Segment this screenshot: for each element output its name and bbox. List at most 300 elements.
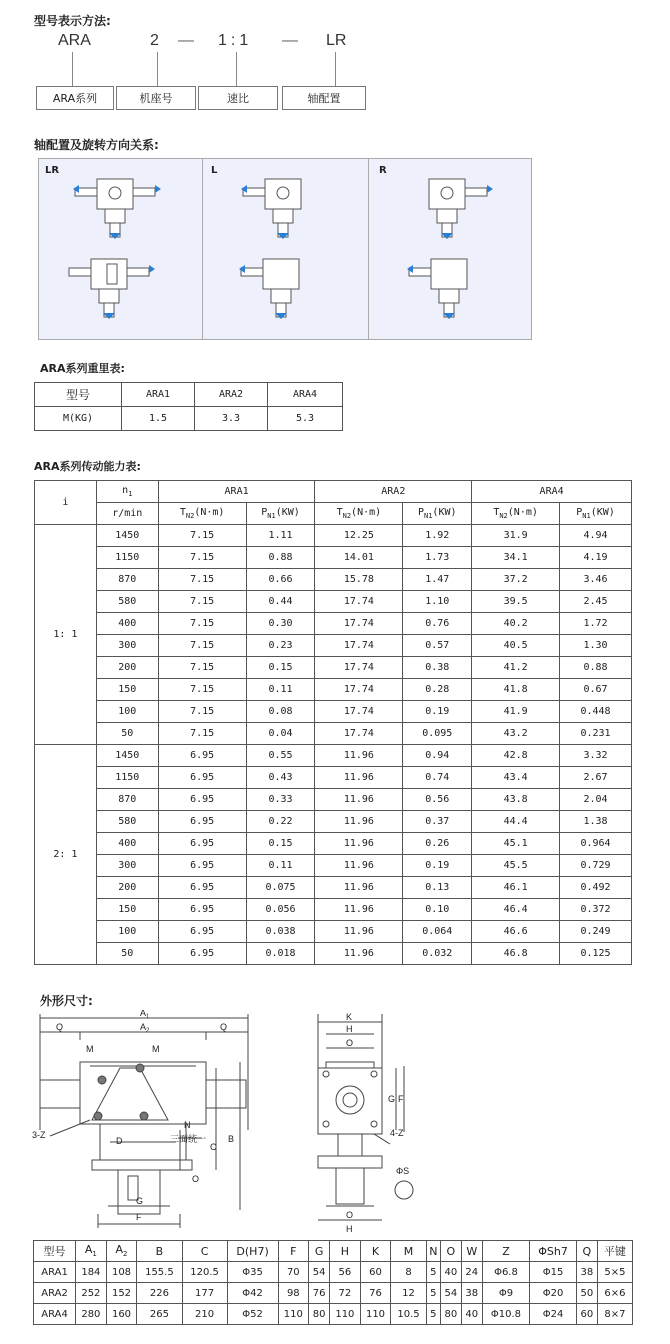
power-cell: 0.095 <box>403 723 472 745</box>
model-title: 型号表示方法: <box>34 14 111 28</box>
power-cell: 0.08 <box>246 701 315 723</box>
dim-cell: 60 <box>360 1262 391 1283</box>
dim-cell: 38 <box>461 1283 482 1304</box>
dim-label-s: ΦS <box>396 1166 410 1176</box>
speed-cell: 200 <box>96 877 158 899</box>
power-cell: 41.2 <box>472 657 560 679</box>
power-row <box>35 547 632 569</box>
power-cell: 0.056 <box>246 899 315 921</box>
dim-title: 外形尺寸: <box>40 994 93 1008</box>
weight-header-cell: ARA1 <box>122 383 195 407</box>
dim-cell: ARA1 <box>34 1262 76 1283</box>
power-header-power: $P_{N1}(KW)$ <box>403 503 472 525</box>
power-cell: 0.74 <box>403 767 472 789</box>
power-row <box>35 943 632 965</box>
power-cell: 0.11 <box>246 679 315 701</box>
speed-cell: 870 <box>96 789 158 811</box>
dim-header-cell: Z <box>482 1241 529 1262</box>
power-cell: 0.11 <box>246 855 315 877</box>
dim-label-q: Q <box>56 1022 64 1032</box>
dim-label-n: N <box>184 1120 191 1130</box>
dim-cell: 108 <box>106 1262 137 1283</box>
weight-header-cell: 型号 <box>35 383 122 407</box>
speed-cell: 300 <box>96 855 158 877</box>
power-cell: 0.064 <box>403 921 472 943</box>
dim-header-cell: W <box>461 1241 482 1262</box>
power-row <box>35 833 632 855</box>
power-cell: 0.231 <box>560 723 632 745</box>
dim-label-o: O <box>346 1038 354 1048</box>
power-cell: 0.018 <box>246 943 315 965</box>
power-row <box>35 701 632 723</box>
power-cell: 0.22 <box>246 811 315 833</box>
weight-header-cell: ARA2 <box>195 383 268 407</box>
speed-cell: 400 <box>96 833 158 855</box>
dim-cell: 280 <box>76 1304 107 1325</box>
dim-label-4z: 4-Z <box>390 1128 404 1138</box>
shaft-title: 轴配置及旋转方向关系: <box>34 138 159 152</box>
panel-label: R <box>379 165 387 176</box>
power-cell: 0.44 <box>246 591 315 613</box>
dim-cell: 5 <box>426 1304 440 1325</box>
dim-label-f: F <box>398 1094 404 1104</box>
power-cell: 0.66 <box>246 569 315 591</box>
power-cell: 3.46 <box>560 569 632 591</box>
dim-cell: Φ10.8 <box>482 1304 529 1325</box>
power-cell: 17.74 <box>315 679 403 701</box>
power-cell: 6.95 <box>158 833 246 855</box>
dim-header-cell: O <box>440 1241 461 1262</box>
power-cell: 1.73 <box>403 547 472 569</box>
dim-header-cell: K <box>360 1241 391 1262</box>
dim-label-m: M <box>86 1044 94 1054</box>
code-ratio: 1:1 <box>218 32 253 49</box>
power-row <box>35 525 632 547</box>
speed-cell: 100 <box>96 921 158 943</box>
dim-row <box>34 1304 633 1325</box>
dim-cell: 110 <box>278 1304 309 1325</box>
dim-cell: 5 <box>426 1283 440 1304</box>
connector-line <box>157 52 158 86</box>
dim-label-h: H <box>346 1024 353 1034</box>
dim-cell: 12 <box>391 1283 426 1304</box>
gearbox-l-illustration <box>203 159 369 339</box>
dim-cell: 80 <box>309 1304 330 1325</box>
power-cell: 2.04 <box>560 789 632 811</box>
power-cell: 39.5 <box>472 591 560 613</box>
code-series: ARA <box>58 32 91 49</box>
dim-label-a1: $A_1$ <box>140 1010 150 1020</box>
dim-header-cell: $A_1$ <box>76 1241 107 1262</box>
dim-label-h: H <box>346 1224 353 1234</box>
dim-cell: ARA2 <box>34 1283 76 1304</box>
speed-cell: 50 <box>96 723 158 745</box>
dim-row <box>34 1262 633 1283</box>
power-cell: 31.9 <box>472 525 560 547</box>
power-cell: 44.4 <box>472 811 560 833</box>
gearbox-r-illustration <box>369 159 531 339</box>
dim-header-cell: D(H7) <box>227 1241 278 1262</box>
code-size: 2 <box>150 32 159 49</box>
power-title: ARA系列传动能力表: <box>34 460 141 473</box>
power-cell: 0.038 <box>246 921 315 943</box>
power-cell: 1.11 <box>246 525 315 547</box>
power-header-power: $P_{N1}(KW)$ <box>246 503 315 525</box>
connector-line <box>236 52 237 86</box>
power-cell: 7.15 <box>158 613 246 635</box>
dim-label-c: C <box>210 1142 217 1152</box>
code-dash-1: — <box>178 32 194 49</box>
speed-cell: 200 <box>96 657 158 679</box>
power-cell: 0.23 <box>246 635 315 657</box>
dim-cell: Φ35 <box>227 1262 278 1283</box>
dimension-table <box>33 1240 633 1325</box>
weight-title: ARA系列重里表: <box>40 362 125 375</box>
connector-line <box>335 52 336 86</box>
power-cell: 7.15 <box>158 591 246 613</box>
power-cell: 0.76 <box>403 613 472 635</box>
speed-cell: 1450 <box>96 745 158 767</box>
power-cell: 0.37 <box>403 811 472 833</box>
dim-header-cell: B <box>137 1241 182 1262</box>
dim-cell: 10.5 <box>391 1304 426 1325</box>
power-cell: 0.10 <box>403 899 472 921</box>
power-cell: 0.88 <box>246 547 315 569</box>
power-row <box>35 855 632 877</box>
dim-label-k: K <box>346 1012 353 1022</box>
power-row <box>35 789 632 811</box>
power-cell: 46.8 <box>472 943 560 965</box>
speed-cell: 870 <box>96 569 158 591</box>
power-cell: 0.032 <box>403 943 472 965</box>
power-cell: 40.2 <box>472 613 560 635</box>
power-cell: 1.92 <box>403 525 472 547</box>
power-header-model: ARA2 <box>315 481 472 503</box>
dim-row <box>34 1283 633 1304</box>
power-header-model: ARA4 <box>472 481 632 503</box>
power-header-torque: $T_{N2}(N\cdot m)$ <box>472 503 560 525</box>
power-header-power: $P_{N1}(KW)$ <box>560 503 632 525</box>
power-cell: 0.55 <box>246 745 315 767</box>
power-cell: 0.38 <box>403 657 472 679</box>
gearbox-lr-illustration <box>39 159 203 339</box>
power-cell: 2.67 <box>560 767 632 789</box>
dim-cell: 152 <box>106 1283 137 1304</box>
power-cell: 0.19 <box>403 701 472 723</box>
dim-label-m: M <box>152 1044 160 1054</box>
power-cell: 1.30 <box>560 635 632 657</box>
speed-cell: 1450 <box>96 525 158 547</box>
weight-header-cell: ARA4 <box>268 383 343 407</box>
dim-cell: 72 <box>330 1283 361 1304</box>
power-row <box>35 877 632 899</box>
power-cell: 0.729 <box>560 855 632 877</box>
dim-header-cell: $A_2$ <box>106 1241 137 1262</box>
n-subscript: 1 <box>128 490 133 498</box>
power-cell: 0.15 <box>246 833 315 855</box>
power-cell: 37.2 <box>472 569 560 591</box>
speed-cell: 50 <box>96 943 158 965</box>
power-cell: 15.78 <box>315 569 403 591</box>
dim-cell: 8 <box>391 1262 426 1283</box>
dim-cell: 252 <box>76 1283 107 1304</box>
dim-cell: Φ6.8 <box>482 1262 529 1283</box>
power-header-torque: $T_{N2}(N\cdot m)$ <box>158 503 246 525</box>
speed-cell: 100 <box>96 701 158 723</box>
weight-cell: 5.3 <box>268 407 343 431</box>
power-cell: 0.30 <box>246 613 315 635</box>
power-cell: 6.95 <box>158 921 246 943</box>
power-cell: 0.57 <box>403 635 472 657</box>
dim-header-cell: M <box>391 1241 426 1262</box>
power-cell: 0.249 <box>560 921 632 943</box>
weight-cell: 3.3 <box>195 407 268 431</box>
power-cell: 34.1 <box>472 547 560 569</box>
dim-cell: 160 <box>106 1304 137 1325</box>
weight-table <box>34 382 343 431</box>
power-cell: 0.67 <box>560 679 632 701</box>
dim-header-cell: C <box>182 1241 227 1262</box>
dim-header-cell: 型号 <box>34 1241 76 1262</box>
power-cell: 6.95 <box>158 745 246 767</box>
dim-label-a2: $A_2$ <box>140 1022 150 1034</box>
n-symbol: n <box>122 485 129 496</box>
dim-cell: 54 <box>440 1283 461 1304</box>
power-cell: 7.15 <box>158 635 246 657</box>
power-header-torque: $T_{N2}(N\cdot m)$ <box>315 503 403 525</box>
dim-header-cell: H <box>330 1241 361 1262</box>
power-cell: 45.5 <box>472 855 560 877</box>
power-cell: 11.96 <box>315 877 403 899</box>
dim-label-b: B <box>228 1134 235 1144</box>
ratio-cell: 2: 1 <box>35 745 97 965</box>
power-cell: 4.94 <box>560 525 632 547</box>
power-cell: 41.9 <box>472 701 560 723</box>
dim-cell: 76 <box>309 1283 330 1304</box>
dim-cell: 210 <box>182 1304 227 1325</box>
dim-cell: 226 <box>137 1283 182 1304</box>
power-row <box>35 767 632 789</box>
dim-cell: ARA4 <box>34 1304 76 1325</box>
dim-cell: 155.5 <box>137 1262 182 1283</box>
power-cell: 7.15 <box>158 679 246 701</box>
label-config: 轴配置 <box>282 86 366 110</box>
power-cell: 0.88 <box>560 657 632 679</box>
power-cell: 6.95 <box>158 767 246 789</box>
dim-cell: 60 <box>576 1304 597 1325</box>
power-row <box>35 569 632 591</box>
dim-cell: 76 <box>360 1283 391 1304</box>
power-cell: 6.95 <box>158 811 246 833</box>
power-cell: 6.95 <box>158 899 246 921</box>
power-cell: 17.74 <box>315 657 403 679</box>
speed-cell: 580 <box>96 591 158 613</box>
power-cell: 1.38 <box>560 811 632 833</box>
dimension-drawing <box>30 1010 650 1236</box>
dim-cell: 80 <box>440 1304 461 1325</box>
power-cell: 45.1 <box>472 833 560 855</box>
power-cell: 3.32 <box>560 745 632 767</box>
dim-cell: 56 <box>330 1262 361 1283</box>
dim-cell: 98 <box>278 1283 309 1304</box>
speed-cell: 1150 <box>96 767 158 789</box>
power-cell: 11.96 <box>315 767 403 789</box>
dim-label-g: G <box>388 1094 396 1104</box>
power-cell: 0.372 <box>560 899 632 921</box>
power-header-n <box>96 481 158 503</box>
label-series: ARA系列 <box>36 86 114 110</box>
dim-cell: Φ9 <box>482 1283 529 1304</box>
dim-cell: 5×5 <box>597 1262 632 1283</box>
dim-cell: 6×6 <box>597 1283 632 1304</box>
power-cell: 17.74 <box>315 591 403 613</box>
power-cell: 43.4 <box>472 767 560 789</box>
dim-cell: 184 <box>76 1262 107 1283</box>
shaft-panel-l <box>202 158 370 340</box>
speed-cell: 300 <box>96 635 158 657</box>
power-cell: 1.47 <box>403 569 472 591</box>
dim-cell: 5 <box>426 1262 440 1283</box>
dim-cell: Φ52 <box>227 1304 278 1325</box>
power-row <box>35 921 632 943</box>
power-cell: 0.94 <box>403 745 472 767</box>
dim-cell: 70 <box>278 1262 309 1283</box>
power-cell: 14.01 <box>315 547 403 569</box>
power-cell: 11.96 <box>315 855 403 877</box>
power-cell: 43.8 <box>472 789 560 811</box>
code-dash-2: — <box>282 32 298 49</box>
dim-cell: 38 <box>576 1262 597 1283</box>
dim-cell: 8×7 <box>597 1304 632 1325</box>
power-cell: 0.448 <box>560 701 632 723</box>
power-header-n-unit: r/min <box>96 503 158 525</box>
power-cell: 0.28 <box>403 679 472 701</box>
power-cell: 7.15 <box>158 701 246 723</box>
dim-cell: 177 <box>182 1283 227 1304</box>
dim-label-f: F <box>136 1212 142 1222</box>
dim-header-cell: N <box>426 1241 440 1262</box>
power-row <box>35 591 632 613</box>
dim-cell: 110 <box>360 1304 391 1325</box>
speed-cell: 400 <box>96 613 158 635</box>
power-cell: 11.96 <box>315 745 403 767</box>
power-cell: 1.10 <box>403 591 472 613</box>
power-cell: 7.15 <box>158 547 246 569</box>
power-table <box>34 480 632 965</box>
dim-cell: 54 <box>309 1262 330 1283</box>
power-cell: 17.74 <box>315 613 403 635</box>
power-cell: 0.492 <box>560 877 632 899</box>
power-cell: 12.25 <box>315 525 403 547</box>
power-cell: 0.56 <box>403 789 472 811</box>
dim-header-cell: Q <box>576 1241 597 1262</box>
power-cell: 7.15 <box>158 723 246 745</box>
power-cell: 11.96 <box>315 811 403 833</box>
shaft-panel-r <box>368 158 532 340</box>
power-cell: 6.95 <box>158 943 246 965</box>
dim-label-o: O <box>192 1174 200 1184</box>
connector-line <box>72 52 73 86</box>
power-cell: 0.04 <box>246 723 315 745</box>
power-cell: 17.74 <box>315 635 403 657</box>
power-cell: 2.45 <box>560 591 632 613</box>
power-row <box>35 679 632 701</box>
speed-cell: 150 <box>96 679 158 701</box>
power-cell: 0.19 <box>403 855 472 877</box>
power-cell: 6.95 <box>158 789 246 811</box>
dim-cell: 120.5 <box>182 1262 227 1283</box>
power-header-i: i <box>35 481 97 525</box>
dim-cell: 40 <box>461 1304 482 1325</box>
power-row <box>35 723 632 745</box>
power-cell: 0.33 <box>246 789 315 811</box>
speed-cell: 150 <box>96 899 158 921</box>
dim-cell: Φ15 <box>530 1262 577 1283</box>
power-cell: 0.43 <box>246 767 315 789</box>
power-cell: 0.964 <box>560 833 632 855</box>
dim-label-d: D <box>116 1136 123 1146</box>
dim-label-g: G <box>136 1196 144 1206</box>
power-row <box>35 745 632 767</box>
power-row <box>35 899 632 921</box>
power-cell: 11.96 <box>315 833 403 855</box>
code-config: LR <box>326 32 347 49</box>
power-cell: 42.8 <box>472 745 560 767</box>
ratio-cell: 1: 1 <box>35 525 97 745</box>
power-cell: 7.15 <box>158 657 246 679</box>
power-row <box>35 811 632 833</box>
power-cell: 6.95 <box>158 855 246 877</box>
dim-cell: 50 <box>576 1283 597 1304</box>
power-cell: 0.13 <box>403 877 472 899</box>
label-ratio: 速比 <box>198 86 278 110</box>
power-cell: 17.74 <box>315 723 403 745</box>
dim-label-o: O <box>346 1210 354 1220</box>
dim-cell: Φ42 <box>227 1283 278 1304</box>
label-size: 机座号 <box>116 86 196 110</box>
power-cell: 6.95 <box>158 877 246 899</box>
dim-header-cell: F <box>278 1241 309 1262</box>
power-cell: 41.8 <box>472 679 560 701</box>
dim-cell: 265 <box>137 1304 182 1325</box>
power-cell: 46.4 <box>472 899 560 921</box>
dim-header-cell: G <box>309 1241 330 1262</box>
power-row <box>35 635 632 657</box>
speed-cell: 1150 <box>96 547 158 569</box>
power-cell: 46.6 <box>472 921 560 943</box>
power-cell: 11.96 <box>315 789 403 811</box>
dim-cell: 110 <box>330 1304 361 1325</box>
power-cell: 43.2 <box>472 723 560 745</box>
dim-label-three-face: 三面统一 <box>170 1134 207 1144</box>
dim-label-q: Q <box>220 1022 228 1032</box>
dim-header-cell: ΦSh7 <box>530 1241 577 1262</box>
power-header-model: ARA1 <box>158 481 315 503</box>
dim-cell: 40 <box>440 1262 461 1283</box>
panel-label: L <box>211 165 218 176</box>
panel-label: LR <box>45 165 60 176</box>
shaft-panel-lr <box>38 158 204 340</box>
power-cell: 7.15 <box>158 525 246 547</box>
power-cell: 40.5 <box>472 635 560 657</box>
power-cell: 7.15 <box>158 569 246 591</box>
power-cell: 17.74 <box>315 701 403 723</box>
power-cell: 1.72 <box>560 613 632 635</box>
weight-cell: 1.5 <box>122 407 195 431</box>
power-cell: 11.96 <box>315 943 403 965</box>
dim-cell: Φ24 <box>530 1304 577 1325</box>
dim-cell: Φ20 <box>530 1283 577 1304</box>
